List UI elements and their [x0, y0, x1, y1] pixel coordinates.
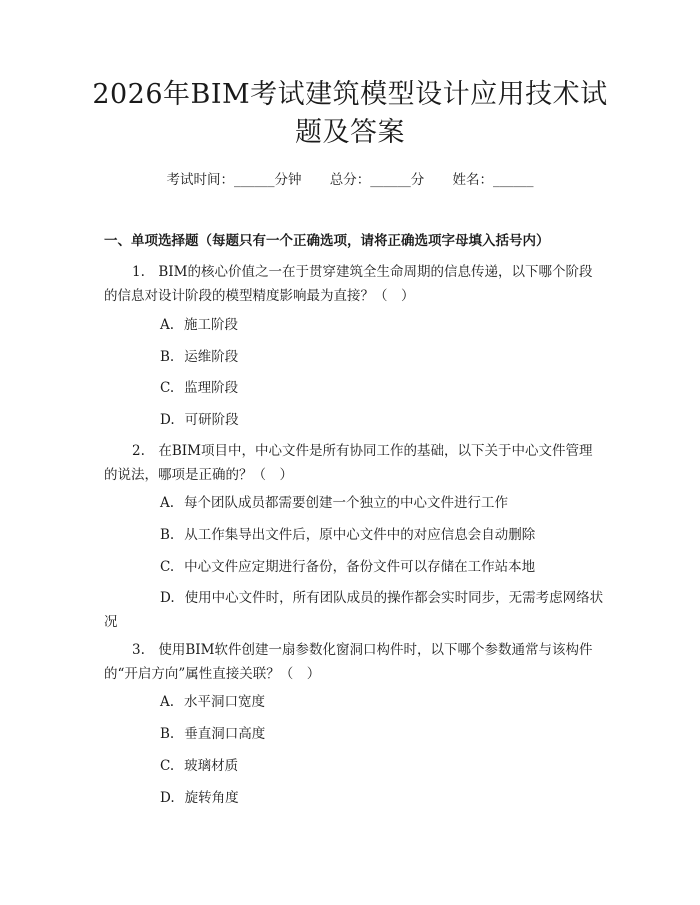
name-field: 姓名：______: [452, 172, 534, 188]
option-text: 运维阶段: [184, 349, 239, 365]
question-2-option-b: [160, 523, 535, 547]
option-letter: D.: [160, 790, 175, 806]
option-letter: D.: [160, 590, 175, 606]
exam-info-line: [0, 168, 700, 188]
question-3-option-c: [160, 754, 238, 778]
option-text: 施工阶段: [184, 317, 239, 333]
option-letter: C.: [160, 380, 175, 396]
option-letter: B.: [160, 349, 175, 365]
option-letter: A.: [160, 694, 175, 710]
question-3-option-b: [160, 722, 265, 746]
option-letter: B.: [160, 527, 175, 543]
option-letter: C.: [160, 758, 175, 774]
question-2: 2. 在BIM项目中，中心文件是所有协同工作的基础，以下关于中心文件管理的说法，哪项是正确的？（ ）: [104, 443, 593, 483]
question-2-option-a: [160, 491, 508, 515]
question-1-option-d: [160, 408, 239, 432]
option-text: 水平洞口宽度: [184, 694, 266, 710]
option-letter: A.: [160, 317, 175, 333]
option-letter: B.: [160, 726, 175, 742]
question-1-option-a: [160, 313, 238, 337]
option-text: 从工作集导出文件后，原中心文件中的对应信息会自动删除: [184, 527, 536, 543]
question-1-option-c: [160, 376, 238, 400]
question-3: 3. 使用BIM软件创建一扇参数化窗洞口构件时，以下哪个参数通常与该构件的“开启方向”属性直接关联？（ ）: [104, 642, 593, 682]
option-letter: C.: [160, 559, 175, 575]
total-score-field: 总分：______分: [329, 172, 425, 188]
option-text: 中心文件应定期进行备份，备份文件可以存储在工作站本地: [184, 559, 536, 575]
document-title: 2026年BIM考试建筑模型设计应用技术试题及答案: [92, 79, 608, 148]
option-letter: A.: [160, 495, 175, 511]
section-heading: 一、单项选择题（每题只有一个正确选项，请将正确选项字母填入括号内）: [104, 233, 550, 249]
exam-time-field: 考试时间：______分钟: [166, 172, 302, 188]
option-letter: D.: [160, 412, 175, 428]
option-text: 旋转角度: [184, 790, 239, 806]
question-3-option-a: [160, 690, 265, 714]
question-3-option-d: [160, 786, 239, 810]
question-1-option-b: [160, 345, 238, 369]
question-2-option-d: [104, 586, 604, 634]
option-text: 垂直洞口高度: [184, 726, 266, 742]
option-text: 使用中心文件时，所有团队成员的操作都会实时同步，无需考虑网络状况: [104, 590, 604, 630]
question-2-option-c: [160, 555, 535, 579]
question-1: 1. BIM的核心价值之一在于贯穿建筑全生命周期的信息传递，以下哪个阶段的信息对设计阶段的模型精度影响最为直接？（ ）: [104, 264, 593, 304]
option-text: 可研阶段: [184, 412, 239, 428]
option-text: 每个团队成员都需要创建一个独立的中心文件进行工作: [184, 495, 509, 511]
option-text: 监理阶段: [184, 380, 239, 396]
option-text: 玻璃材质: [184, 758, 239, 774]
